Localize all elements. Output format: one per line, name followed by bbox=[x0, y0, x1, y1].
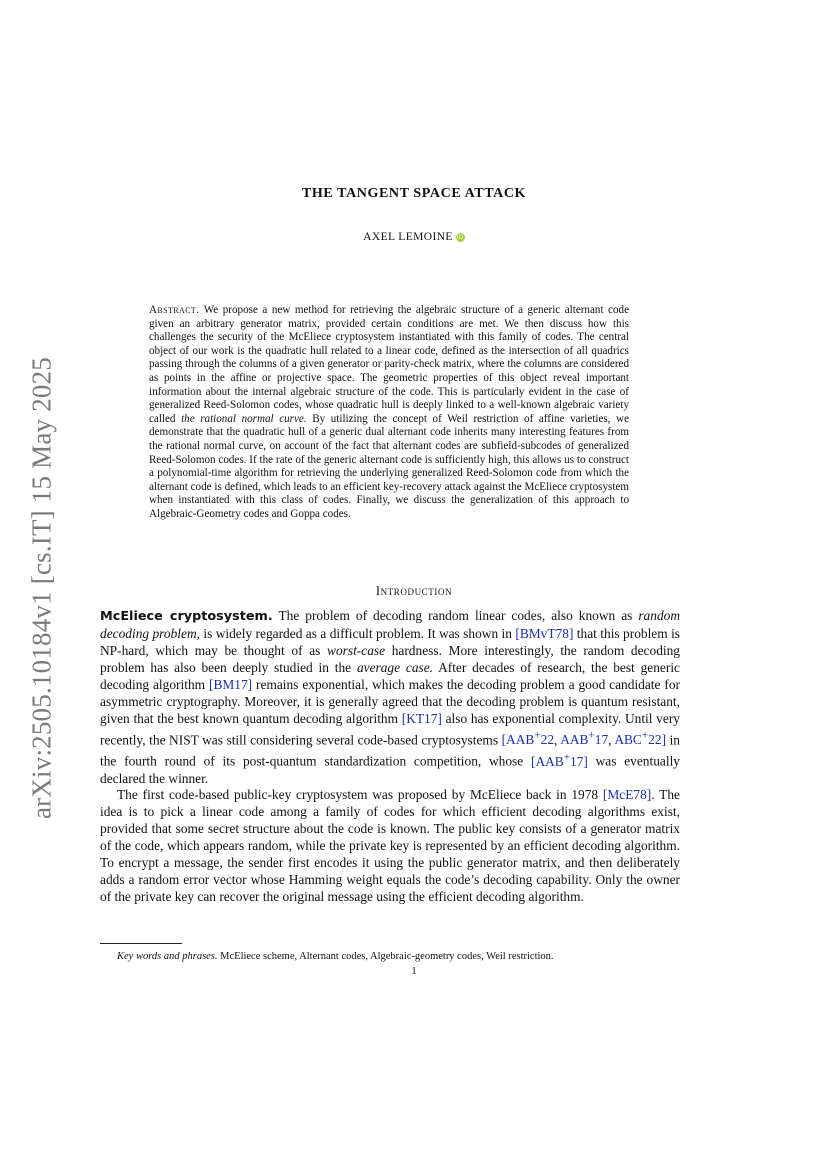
emphasis-text: worst-case bbox=[327, 642, 386, 658]
orcid-icon[interactable]: iD bbox=[456, 234, 464, 241]
abstract-emphasis: the rational normal curve. bbox=[181, 412, 307, 425]
citation-separator: , bbox=[554, 732, 561, 748]
footnote-text: McEliece scheme, Alternant codes, Algebraic-geometry codes, Weil restriction. bbox=[217, 951, 554, 962]
emphasis-text: average case. bbox=[356, 659, 434, 675]
citation-separator: , bbox=[608, 732, 615, 748]
citation-text: [AAB bbox=[530, 753, 564, 769]
citation-text: 22 bbox=[540, 732, 555, 748]
para-text: hardness. More interestingly, the random decoding problem has also been deeply studied in the bbox=[100, 642, 681, 675]
emphasis-text: random decoding problem, bbox=[100, 608, 681, 641]
abstract-label: Abstract. bbox=[149, 304, 200, 316]
page-number: 1 bbox=[411, 966, 417, 977]
citation-link[interactable]: [BMvT78] bbox=[515, 625, 574, 641]
para-text: The problem of decoding random linear codes, also known as bbox=[272, 608, 639, 623]
citation-link[interactable]: [McE78] bbox=[602, 787, 652, 803]
citation-text: 17 bbox=[594, 732, 609, 748]
citation-link[interactable]: [BM17] bbox=[208, 676, 253, 692]
author-line bbox=[0, 231, 828, 243]
section-heading-introduction: Introduction bbox=[375, 584, 453, 598]
para-text: . The idea is to pick a linear code among a family of codes for which efficient decoding algorithms exist, provided that some secret structure about the code is known. The public key consists of a generator matrix of the code, which appears random, while the private key is represented by an efficient decoding algorithm. To encrypt a message, the sender first encodes it using the public generator matrix, and then deliberately adds a random error vector whose Hamming weight equals the code’s decoding capability. Only the owner of the private key can recover the original message using the efficient decoding algorithm. bbox=[100, 787, 680, 905]
para-text: The first code-based public-key cryptosystem was proposed by McEliece back in 1978 bbox=[117, 787, 603, 803]
abstract-text-1: We propose a new method for retrieving the algebraic structure of a generic alternant code given an arbitrary generator matrix, provided certain conditions are met. We then discuss how this challenges the security of the McEliece cryptosystem instantiated with this family of codes. The central object of our work is the quadratic hull related to a linear code, defined as the intersection of all quadrics passing through the columns of a given generator or parity-check matrix, where the columns are considered as points in the affine or projective space. The geometric properties of this object reveal important information about the internal algebraic structure of the code. This is particularly evident in the case of generalized Reed-Solomon codes, whose quadratic hull is deeply linked to a well-known algebraic variety called bbox=[149, 304, 629, 425]
footnote-rule bbox=[100, 943, 182, 944]
footnote-keywords bbox=[117, 950, 677, 963]
introduction-body bbox=[100, 608, 680, 906]
author-name: AXEL LEMOINE bbox=[363, 231, 453, 243]
citation-superscript: + bbox=[563, 751, 571, 764]
paragraph-mceliece bbox=[100, 608, 680, 787]
para-text: is widely regarded as a difficult problem. It was shown in bbox=[199, 625, 516, 641]
citation-link[interactable] bbox=[530, 751, 588, 769]
citation-text: ABC bbox=[614, 732, 642, 748]
citation-text: 22] bbox=[648, 732, 667, 748]
paragraph-first-cryptosystem bbox=[100, 787, 680, 906]
citation-text: 17] bbox=[570, 753, 588, 769]
arxiv-identifier-text: arXiv:2505.10184v1 [cs.IT] 15 May 2025 bbox=[26, 356, 57, 819]
para-text: also has exponential complexity. Until very recently, the NIST was still considering several code-based cryptosystems bbox=[100, 710, 680, 748]
citation-link[interactable] bbox=[501, 729, 555, 748]
para-text: that this problem is NP-hard, which may be thought of as bbox=[100, 625, 681, 658]
abstract-text-2: By utilizing the concept of Weil restriction of affine varieties, we demonstrate that the quadratic hull of a generic dual alternant code inherits many interesting features from the rational normal curve, on account of the fact that alternant codes are subfield-subcodes of generalized Reed-Solomon codes. If the rate of the generic alternant code is sufficiently high, this allows us to construct a polynomial-time algorithm for retrieving the underlying generalized Reed-Solomon code from which the alternant code is defined, which leads to an efficient key-recovery attack against the McEliece cryptosystem when instantiated with this class of codes. Finally, we discuss the generalization of this approach to Algebraic-Geometry codes and Goppa codes. bbox=[149, 412, 629, 520]
citation-link[interactable] bbox=[560, 729, 609, 748]
para-text: in the fourth round of its post-quantum standardization competition, whose bbox=[100, 732, 680, 769]
paper-title: THE TANGENT SPACE ATTACK bbox=[301, 186, 527, 201]
citation-text: [AAB bbox=[501, 732, 535, 748]
citation-link[interactable] bbox=[614, 729, 667, 748]
abstract bbox=[149, 304, 629, 522]
para-text: After decades of research, the best generic decoding algorithm bbox=[100, 659, 680, 692]
para-text: was eventually declared the winner. bbox=[100, 753, 681, 786]
citation-text: AAB bbox=[560, 732, 589, 748]
citation-superscript: + bbox=[641, 729, 649, 742]
citation-link[interactable]: [KT17] bbox=[401, 710, 442, 726]
footnote-label: Key words and phrases. bbox=[117, 951, 218, 962]
citation-superscript: + bbox=[588, 729, 595, 742]
run-in-heading: McEliece cryptosystem. bbox=[100, 609, 273, 624]
para-text: remains exponential, which makes the decoding problem a good candidate for asymmetric cryptography. Moreover, it is generally agreed that the decoding problem is quantum resistant, given that the best known quantum decoding algorithm bbox=[100, 676, 680, 726]
citation-superscript: + bbox=[534, 729, 541, 742]
